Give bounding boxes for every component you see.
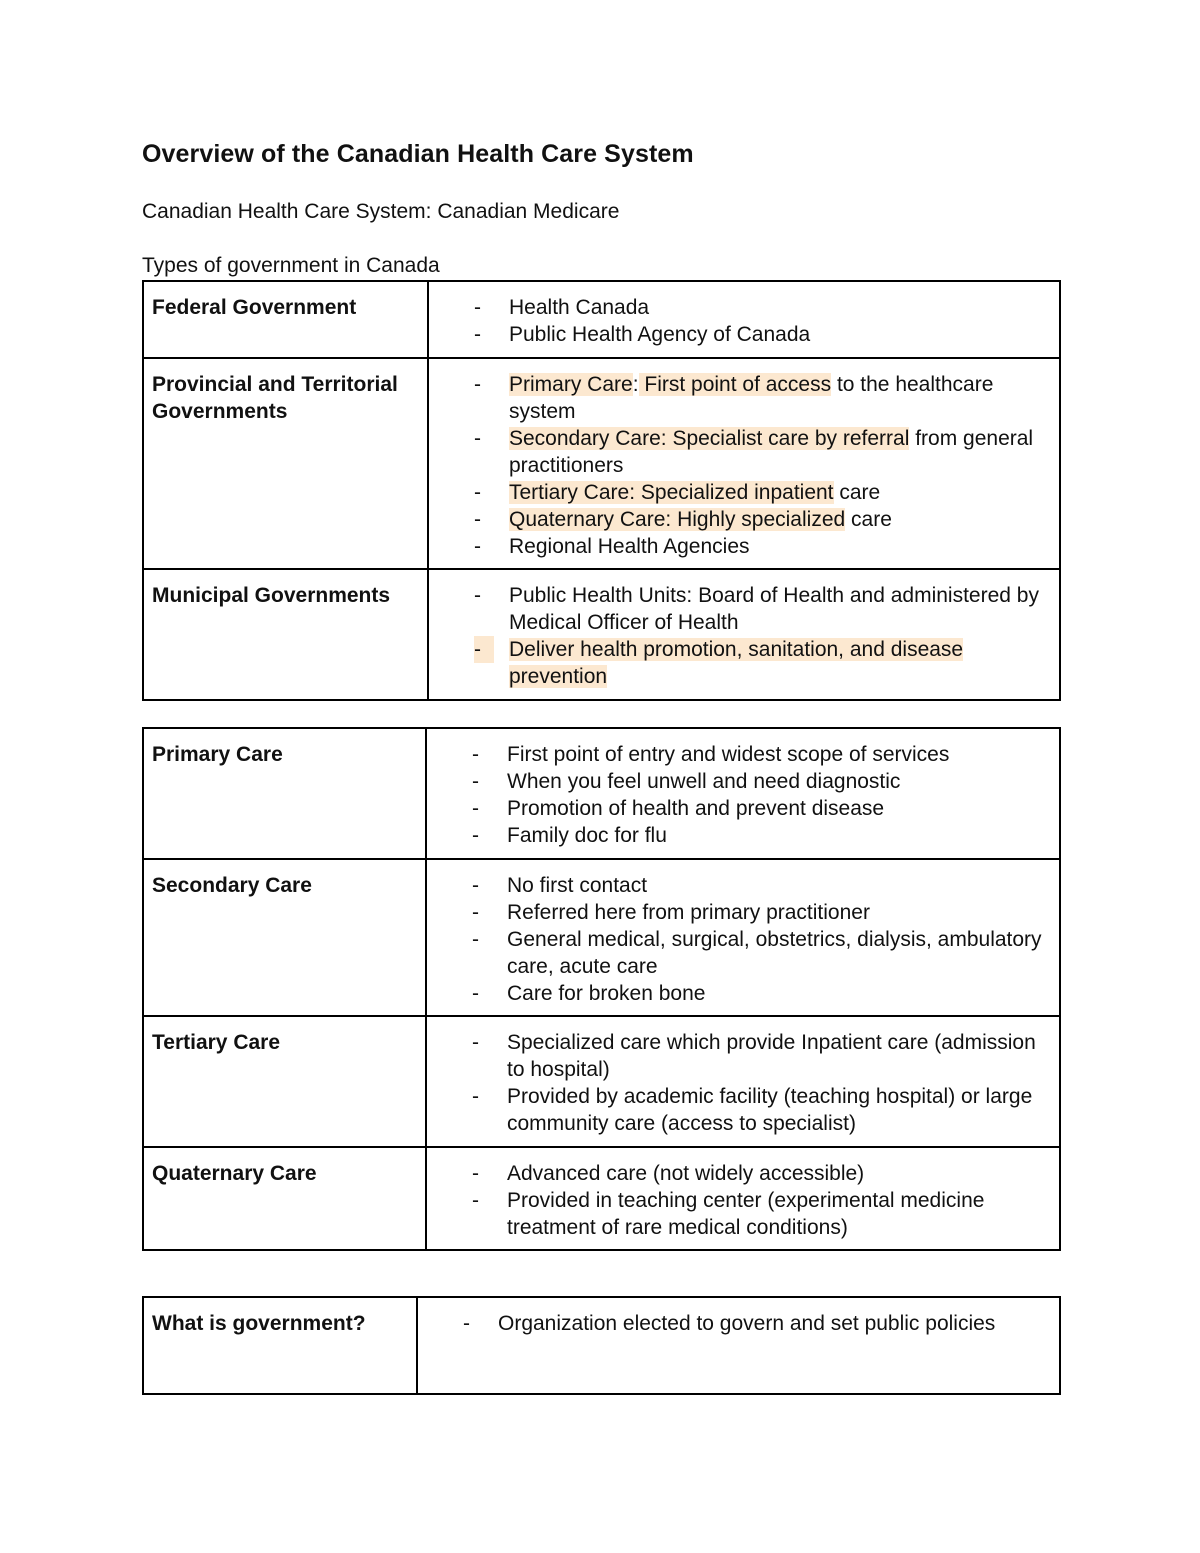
dash-bullet: -: [472, 901, 479, 924]
dash-bullet: -: [472, 797, 479, 820]
list-item: - Specialized care which provide Inpatient care (admission to hospital): [472, 1031, 1036, 1081]
list-item: - Primary Care: First point of access to the healthcare system: [474, 373, 994, 423]
provincial-list: [437, 371, 1051, 560]
municipal-list: [437, 582, 1051, 690]
list-item: - First point of entry and widest scope of services: [472, 743, 950, 766]
list-item: - Referred here from primary practitioner: [472, 901, 870, 924]
dash-bullet: -: [472, 770, 479, 793]
dash-bullet: -: [472, 1085, 479, 1108]
dash-bullet: -: [474, 584, 481, 607]
list-item: - Provided in teaching center (experimental medicine treatment of rare medical conditions): [472, 1189, 985, 1239]
list-item: - Secondary Care: Specialist care by referral from general practitioners: [474, 427, 1034, 477]
row-content-municipal: [428, 569, 1060, 700]
table-row: [143, 1016, 1060, 1147]
dash-bullet: -: [474, 636, 494, 663]
table-row: [143, 569, 1060, 700]
highlighted-text: Specialist care by referral: [672, 427, 910, 450]
highlighted-term: Quaternary Care: [509, 508, 666, 531]
highlighted-text: Specialized inpatient: [640, 481, 834, 504]
table-row: [143, 728, 1060, 859]
quaternary-care-list: [435, 1160, 1051, 1241]
government-types-table: [142, 280, 1061, 701]
table-row: [143, 281, 1060, 358]
highlighted-term: Secondary Care: [509, 427, 661, 450]
dash-bullet: -: [472, 1031, 479, 1054]
primary-care-list: [435, 741, 1051, 849]
row-label-federal: Federal Government: [143, 281, 428, 358]
row-label-provincial: Provincial and Territorial Governments: [143, 358, 428, 569]
row-content-provincial: [428, 358, 1060, 569]
dash-bullet: -: [472, 928, 479, 951]
what-is-government-list: [426, 1310, 1051, 1337]
row-label-tertiary-care: Tertiary Care: [143, 1016, 426, 1147]
list-item: - Public Health Agency of Canada: [474, 323, 811, 346]
row-content-what-is-government: [417, 1297, 1060, 1394]
list-item: - Promotion of health and prevent disease: [472, 797, 885, 820]
dash-bullet: -: [474, 481, 481, 504]
document-title: Overview of the Canadian Health Care System: [142, 140, 694, 168]
highlighted-term: Tertiary Care: [509, 481, 630, 504]
tertiary-care-list: [435, 1029, 1051, 1137]
table-row: [143, 1297, 1060, 1394]
dash-bullet: -: [474, 296, 481, 319]
list-item: - When you feel unwell and need diagnostic: [472, 770, 901, 793]
list-item: [474, 636, 1051, 690]
row-label-municipal: Municipal Governments: [143, 569, 428, 700]
dash-bullet: -: [474, 535, 481, 558]
row-content-federal: [428, 281, 1060, 358]
list-item: - Regional Health Agencies: [474, 535, 750, 558]
list-item: - General medical, surgical, obstetrics, dialysis, ambulatory care, acute care: [472, 928, 1042, 978]
list-item: - Care for broken bone: [472, 982, 706, 1005]
row-label-primary-care: Primary Care: [143, 728, 426, 859]
list-item: - Provided by academic facility (teaching hospital) or large community care (access to specialist): [472, 1085, 1033, 1135]
document-subtitle: Canadian Health Care System: Canadian Medicare: [142, 200, 620, 223]
table-row: [143, 859, 1060, 1016]
dash-bullet: -: [472, 1189, 479, 1212]
list-item: - Public Health Units: Board of Health and administered by Medical Officer of Health: [474, 584, 1039, 634]
row-content-secondary-care: [426, 859, 1060, 1016]
secondary-care-list: [435, 872, 1051, 1007]
table-row: [143, 1147, 1060, 1250]
government-types-caption: Types of government in Canada: [142, 254, 440, 277]
list-item: - Family doc for flu: [472, 824, 667, 847]
dash-bullet: -: [472, 1162, 479, 1185]
list-item: - Tertiary Care: Specialized inpatient care: [474, 481, 881, 504]
row-content-tertiary-care: [426, 1016, 1060, 1147]
what-is-government-table: [142, 1296, 1061, 1395]
dash-bullet: -: [474, 508, 481, 531]
dash-bullet: -: [472, 982, 479, 1005]
dash-bullet: -: [472, 874, 479, 897]
list-item: - Quaternary Care: Highly specialized care: [474, 508, 892, 531]
levels-of-care-table: [142, 727, 1061, 1251]
highlighted-text: Deliver health promotion, sanitation, and disease prevention: [509, 638, 964, 688]
list-item: - Organization elected to govern and set public policies: [463, 1312, 996, 1335]
row-label-what-is-government: What is government?: [143, 1297, 417, 1394]
row-label-secondary-care: Secondary Care: [143, 859, 426, 1016]
table-row: [143, 358, 1060, 569]
dash-bullet: -: [474, 427, 481, 450]
dash-bullet: -: [474, 323, 481, 346]
dash-bullet: -: [463, 1312, 470, 1335]
list-item: - Health Canada: [474, 296, 650, 319]
row-label-quaternary-care: Quaternary Care: [143, 1147, 426, 1250]
list-item: - No first contact: [472, 874, 648, 897]
dash-bullet: -: [474, 373, 481, 396]
list-item: - Advanced care (not widely accessible): [472, 1162, 865, 1185]
dash-bullet: -: [472, 824, 479, 847]
highlighted-text: First point of access: [644, 373, 832, 396]
row-content-quaternary-care: [426, 1147, 1060, 1250]
dash-bullet: -: [472, 743, 479, 766]
highlighted-term: Primary Care: [509, 373, 633, 396]
highlighted-text: Highly specialized: [677, 508, 846, 531]
federal-list: [437, 294, 1051, 348]
row-content-primary-care: [426, 728, 1060, 859]
